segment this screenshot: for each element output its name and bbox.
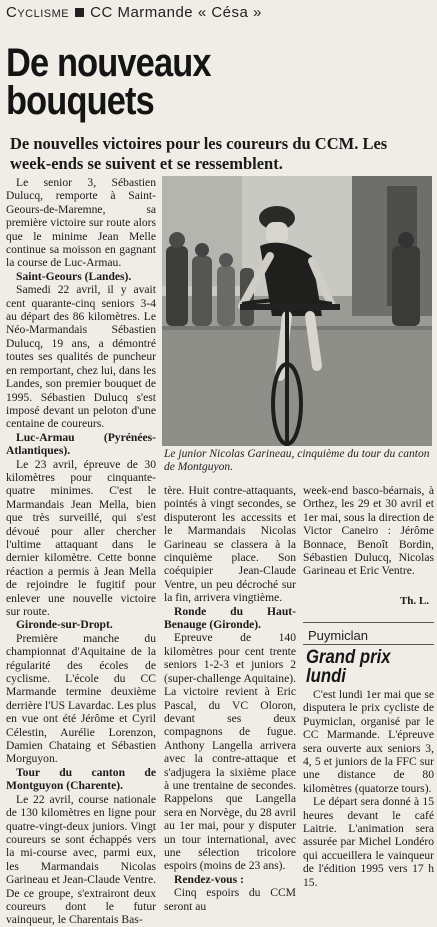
- subhead: Gironde-sur-Dropt.: [16, 618, 113, 632]
- subhead: Saint-Geours (Landes).: [16, 269, 132, 283]
- paragraph: Le départ sera donné à 15 heures devant le café Laitrie. L'animation sera assurée par Michel Londéro qui accueillera le vainqueur de l'édition 1995 vers 17 h 15.: [303, 795, 434, 889]
- paragraph: Première manche du championnat d'Aquitaine de la régularité des écoles de cyclisme. L'école du CC Marmande termine deuxième derrière l'US Lavardac. Les plus en vue ont été Jérôme et Cyril Célestin, Aurélie Lorenzon, Damien Chataing et Sébastien Morguyon.: [6, 631, 156, 766]
- paragraph: Samedi 22 avril, il y avait cent quarante-cinq seniors 3-4 au départ des 86 kilomètres. Le Néo-Marmandais Sébastien Dulucq, 19 ans, a démontré toutes ses qualités de puncheur en remportant, chez lui, dans les Landes, son premier bouquet de 1995. Sébastien Dulucq s'est imposé devant un peloton d'une centaine de coureurs.: [6, 283, 156, 431]
- box-headline: [306, 648, 419, 686]
- subhead: Luc-Armau (Pyrénées-Atlantiques).: [6, 430, 156, 458]
- cyclist-illustration: [162, 176, 432, 446]
- paragraph: Le senior 3, Sébastien Dulucq, remporte à Saint-Geours-de-Maremne, sa première victoire sur route alors que le minime Jean Melle continue sa moisson en gagnant la course de Luc-Armau.: [6, 176, 156, 270]
- standfirst: De nouvelles victoires pour les coureurs du CCM. Les week-ends se suivent et se ressemblent.: [10, 134, 388, 173]
- headline-line-2: bouquets: [6, 79, 154, 123]
- cyclist-photo: [162, 176, 432, 446]
- article-column-2: [164, 484, 296, 913]
- divider: [303, 644, 434, 645]
- headline: [6, 41, 333, 123]
- box-headline-line-1: Grand prix: [306, 647, 391, 668]
- paragraph: tère. Huit contre-attaquants, pointés à vingt secondes, se disputeront les accessits et le Marmandais Nicolas Garineau se classera à la cinquième place. Son coéquipier Jean-Claude Ventre, un peu décroché sur la fin, arrivera vingtième.: [164, 484, 296, 605]
- square-bullet-icon: [75, 8, 84, 17]
- photo-caption: Le junior Nicolas Garineau, cinquième du tour du canton de Montguyon.: [164, 448, 430, 473]
- box-headline-line-2: lundi: [306, 666, 346, 687]
- divider: [303, 622, 434, 623]
- paragraph: C'est lundi 1er mai que se disputera le prix cycliste de Puymiclan, organisé par le CC Marmande. L'épreuve sera ouverte aux seniors 3, 4, 5 et juniors de la FFC sur une distance de 80 kilomètres (quatorze tours).: [303, 688, 434, 795]
- paragraph: Cinq espoirs du CCM seront au: [164, 886, 296, 913]
- box-locality: Puymiclan: [308, 628, 368, 643]
- author-signature: Th. L.: [399, 595, 429, 607]
- paragraph: week-end basco-béarnais, à Orthez, les 29 et 30 avril et 1er mai, sous la direction de Victor Caneiro : Jérôme Bonnace, Benoît Bordin, Sébastien Dulucq, Nicolas Garineau et Eric Ventre.: [303, 484, 434, 578]
- paragraph: Epreuve de 140 kilomètres pour cent trente seniors 1-2-3 et juniors 2 (super-challenge Aquitaine). La victoire revient à Eric Pascal, du VC Oloron, devant ses deux compagnons de fugue. Anthony Langella arrivera avec la contre-attaque et s'adjugera la sixième place à une trentaine de secondes. Rappelons que Langella sera en Norvège, du 28 avril au 1er mai, pour y disputer un tour international, avec une sélection tricolore espoirs (moins de 23 ans).: [164, 631, 296, 873]
- subhead: Ronde du Haut-Benauge (Gironde).: [164, 604, 296, 632]
- article-column-1: [6, 176, 156, 927]
- subhead: Tour du canton de Montguyon (Charente).: [6, 765, 156, 793]
- headline-line-1: De nouveaux: [6, 41, 211, 85]
- section-rubric: [6, 4, 262, 21]
- rubric-club: CC Marmande « Césa »: [90, 4, 262, 21]
- subhead: Rendez-vous :: [174, 872, 244, 886]
- paragraph: Le 23 avril, épreuve de 30 kilomètres pour cinquante-quatre minimes. C'est le Marmandais Jean Mella, bien que très surveillé, qui s'est dévoué pour aller chercher l'ultime attaquant dans le dernier kilomètre. Cette bonne réaction a permis à Jean Mella de rejoindre le fugitif pour enlever une nouvelle victoire sur route.: [6, 457, 156, 618]
- rubric-sport: Cyclisme: [6, 4, 70, 21]
- box-article: [303, 688, 434, 889]
- paragraph: Le 22 avril, course nationale de 130 kilomètres en ligne pour quatre-vingt-deux juniors. Vingt coureurs se sont échappés vers la mi-course avec, parmi eux, les Marmandais Nicolas Garineau et Jean-Claude Ventre. De ce groupe, s'extrairont deux coureurs dont le futur vainqueur, le Charentais Bas-: [6, 792, 156, 927]
